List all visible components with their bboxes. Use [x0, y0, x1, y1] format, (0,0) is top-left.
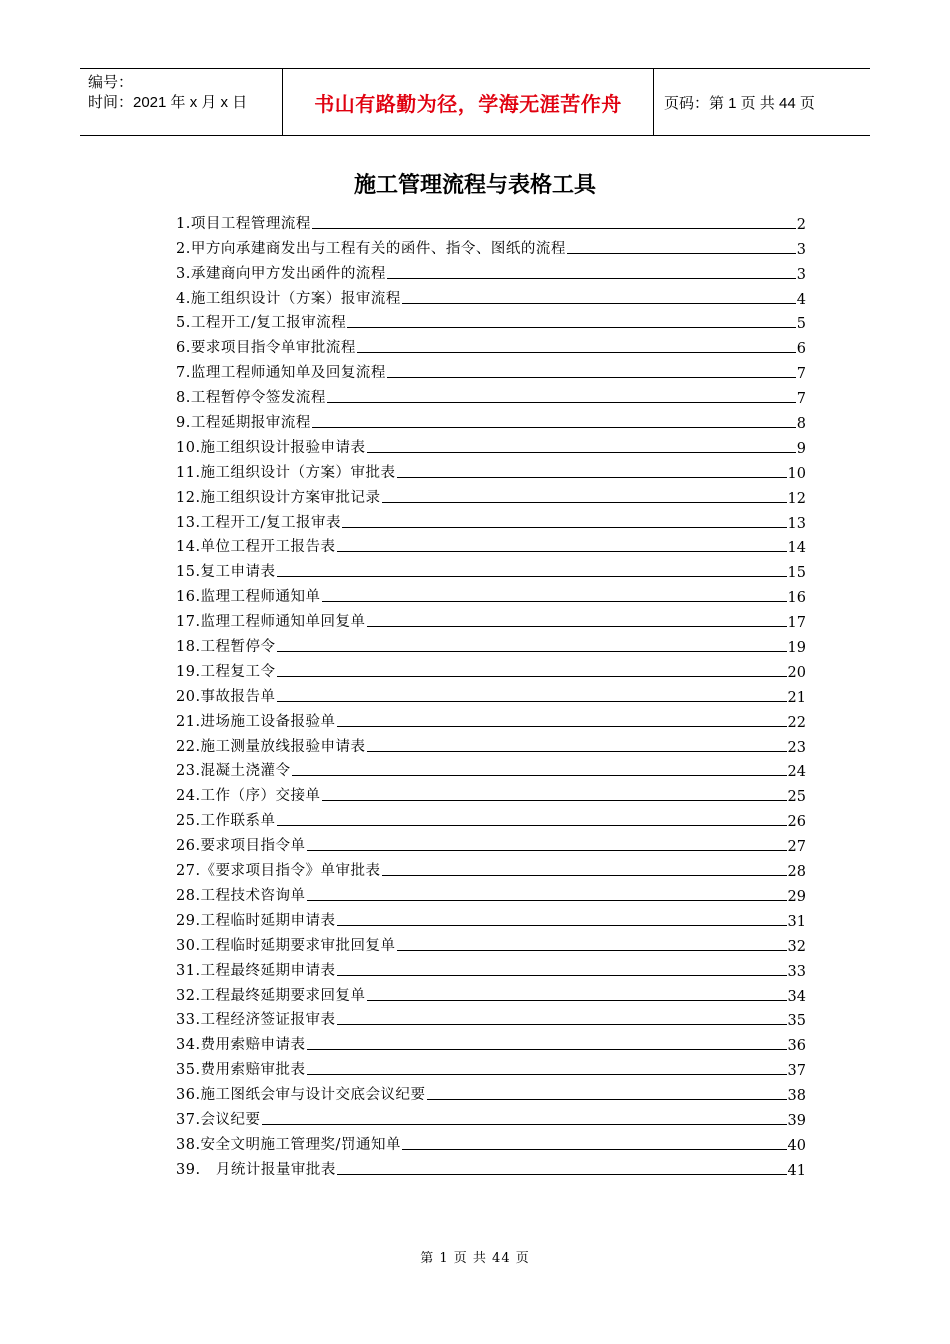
toc-leader-line — [357, 352, 796, 353]
toc-leader-line — [367, 1000, 787, 1001]
toc-entry-label: 16.监理工程师通知单 — [176, 589, 321, 606]
toc-leader-line — [382, 875, 787, 876]
toc-entry-page: 20 — [787, 664, 806, 681]
header-table — [80, 68, 870, 136]
toc-leader-line — [327, 402, 796, 403]
toc-entry-label: 27.《要求项目指令》单审批表 — [176, 863, 381, 880]
toc-entry[interactable] — [176, 606, 806, 631]
toc-entry-label: 30.工程临时延期要求审批回复单 — [176, 937, 396, 954]
toc-entry-label: 18.工程暂停令 — [176, 639, 276, 656]
toc-entry-page: 14 — [787, 540, 806, 557]
toc-entry-page: 7 — [796, 391, 806, 408]
toc-entry-page: 26 — [787, 814, 806, 831]
toc-entry[interactable] — [176, 457, 806, 482]
toc-entry[interactable] — [176, 656, 806, 681]
toc-leader-line — [307, 1049, 787, 1050]
toc-entry-page: 32 — [787, 938, 806, 955]
table-of-contents — [176, 208, 806, 1179]
toc-entry[interactable] — [176, 382, 806, 407]
toc-leader-line — [277, 651, 787, 652]
toc-entry-label: 29.工程临时延期申请表 — [176, 912, 336, 929]
toc-entry[interactable] — [176, 208, 806, 233]
toc-entry[interactable] — [176, 1129, 806, 1154]
toc-entry[interactable] — [176, 1054, 806, 1079]
toc-leader-line — [367, 751, 787, 752]
toc-entry-page: 39 — [787, 1112, 806, 1129]
toc-entry[interactable] — [176, 830, 806, 855]
toc-entry[interactable] — [176, 681, 806, 706]
toc-entry[interactable] — [176, 905, 806, 930]
toc-leader-line — [337, 726, 787, 727]
toc-entry-label: 8.工程暂停令签发流程 — [176, 390, 326, 407]
toc-entry[interactable] — [176, 432, 806, 457]
toc-entry-label: 35.费用索赔审批表 — [176, 1062, 306, 1079]
toc-entry-page: 23 — [787, 739, 806, 756]
toc-entry-page: 3 — [796, 266, 806, 283]
toc-entry-page: 37 — [787, 1063, 806, 1080]
toc-entry-page: 13 — [787, 515, 806, 532]
toc-entry[interactable] — [176, 532, 806, 557]
toc-entry-label: 19.工程复工令 — [176, 663, 276, 680]
toc-entry-label: 5.工程开工/复工报审流程 — [176, 315, 347, 332]
toc-entry-page: 17 — [787, 615, 806, 632]
toc-leader-line — [387, 278, 796, 279]
toc-entry-label: 3.承建商向甲方发出函件的流程 — [176, 265, 386, 282]
toc-entry[interactable] — [176, 556, 806, 581]
toc-entry[interactable] — [176, 258, 806, 283]
toc-entry-label: 6.要求项目指令单审批流程 — [176, 340, 356, 357]
toc-entry-page: 25 — [787, 789, 806, 806]
toc-entry-page: 29 — [787, 888, 806, 905]
toc-entry-page: 38 — [787, 1088, 806, 1105]
toc-leader-line — [567, 253, 796, 254]
toc-entry-label: 15.复工申请表 — [176, 564, 276, 581]
toc-entry-label: 38.安全文明施工管理奖/罚通知单 — [176, 1136, 401, 1153]
toc-entry-page: 4 — [796, 291, 806, 308]
toc-leader-line — [262, 1124, 787, 1125]
toc-entry-page: 34 — [787, 988, 806, 1005]
motto: 书山有路勤为径，学海无涯苦作舟 — [282, 69, 654, 135]
toc-entry[interactable] — [176, 233, 806, 258]
toc-entry[interactable] — [176, 631, 806, 656]
toc-entry[interactable] — [176, 855, 806, 880]
toc-entry-page: 40 — [787, 1137, 806, 1154]
toc-entry-page: 8 — [796, 416, 806, 433]
toc-leader-line — [337, 551, 787, 552]
toc-leader-line — [277, 676, 787, 677]
toc-entry[interactable] — [176, 980, 806, 1005]
toc-entry[interactable] — [176, 756, 806, 781]
toc-entry-label: 20.事故报告单 — [176, 688, 276, 705]
time-label: 时间：2021 年 x 月 x 日 — [88, 94, 248, 111]
toc-leader-line — [312, 427, 796, 428]
toc-entry-label: 1.项目工程管理流程 — [176, 215, 311, 232]
toc-entry-label: 11.施工组织设计（方案）审批表 — [176, 464, 396, 481]
toc-leader-line — [322, 601, 787, 602]
toc-entry-label: 33.工程经济签证报审表 — [176, 1012, 336, 1029]
toc-entry[interactable] — [176, 581, 806, 606]
toc-entry-label: 32.工程最终延期要求回复单 — [176, 987, 366, 1004]
toc-entry-label: 25.工作联系单 — [176, 813, 276, 830]
toc-entry-page: 36 — [787, 1038, 806, 1055]
toc-leader-line — [322, 800, 787, 801]
toc-leader-line — [307, 1074, 787, 1075]
toc-entry[interactable] — [176, 1005, 806, 1030]
toc-entry-page: 41 — [787, 1162, 806, 1179]
toc-entry[interactable] — [176, 930, 806, 955]
toc-leader-line — [382, 502, 787, 503]
toc-leader-line — [292, 775, 787, 776]
toc-entry-page: 16 — [787, 590, 806, 607]
toc-entry[interactable] — [176, 1154, 806, 1179]
toc-entry[interactable] — [176, 482, 806, 507]
toc-entry-page: 3 — [796, 241, 806, 258]
toc-entry-label: 22.施工测量放线报验申请表 — [176, 738, 366, 755]
toc-entry-label: 31.工程最终延期申请表 — [176, 962, 336, 979]
toc-entry[interactable] — [176, 507, 806, 532]
toc-entry[interactable] — [176, 805, 806, 830]
toc-leader-line — [342, 527, 787, 528]
toc-entry[interactable] — [176, 332, 806, 357]
toc-entry-label: 21.进场施工设备报验单 — [176, 713, 336, 730]
toc-leader-line — [277, 825, 787, 826]
toc-leader-line — [397, 950, 787, 951]
toc-entry-label: 7.监理工程师通知单及回复流程 — [176, 365, 386, 382]
toc-entry-label: 34.费用索赔申请表 — [176, 1037, 306, 1054]
toc-entry-label: 9.工程延期报审流程 — [176, 415, 311, 432]
toc-leader-line — [397, 477, 787, 478]
toc-entry[interactable] — [176, 1029, 806, 1054]
toc-entry[interactable] — [176, 283, 806, 308]
toc-leader-line — [337, 975, 787, 976]
toc-entry-label: 17.监理工程师通知单回复单 — [176, 614, 366, 631]
toc-entry-label: 24.工作（序）交接单 — [176, 788, 321, 805]
toc-entry-page: 9 — [796, 440, 806, 457]
toc-entry-page: 21 — [787, 689, 806, 706]
toc-entry[interactable] — [176, 1079, 806, 1104]
number-label: 编号： — [88, 74, 134, 91]
toc-entry-page: 28 — [787, 864, 806, 881]
toc-entry[interactable] — [176, 308, 806, 333]
toc-leader-line — [337, 1174, 787, 1175]
toc-entry-label: 14.单位工程开工报告表 — [176, 539, 336, 556]
page-info: 页码：第 1 页 共 44 页 — [664, 94, 815, 112]
toc-entry-page: 33 — [787, 963, 806, 980]
header-left-cell — [80, 69, 282, 135]
toc-entry[interactable] — [176, 1104, 806, 1129]
toc-entry-page: 31 — [787, 913, 806, 930]
toc-entry-label: 4.施工组织设计（方案）报审流程 — [176, 290, 401, 307]
toc-leader-line — [277, 701, 787, 702]
toc-leader-line — [402, 303, 796, 304]
toc-entry-label: 13.工程开工/复工报审表 — [176, 514, 341, 531]
toc-leader-line — [277, 576, 787, 577]
toc-entry-page: 19 — [787, 640, 806, 657]
toc-entry-label: 23.混凝土浇灌令 — [176, 763, 291, 780]
toc-entry-page: 15 — [787, 565, 806, 582]
toc-leader-line — [337, 925, 787, 926]
toc-entry-page: 2 — [796, 216, 806, 233]
page-footer: 第 1 页 共 44 页 — [420, 1251, 530, 1266]
toc-entry[interactable] — [176, 407, 806, 432]
toc-entry[interactable] — [176, 706, 806, 731]
toc-entry[interactable] — [176, 731, 806, 756]
toc-entry-page: 6 — [796, 341, 806, 358]
toc-entry-label: 10.施工组织设计报验申请表 — [176, 439, 366, 456]
toc-leader-line — [367, 626, 787, 627]
toc-leader-line — [312, 228, 796, 229]
toc-entry-label: 12.施工组织设计方案审批记录 — [176, 489, 381, 506]
toc-entry[interactable] — [176, 780, 806, 805]
toc-entry-page: 10 — [787, 465, 806, 482]
toc-leader-line — [337, 1024, 787, 1025]
toc-leader-line — [367, 452, 796, 453]
toc-leader-line — [387, 377, 796, 378]
toc-entry-page: 35 — [787, 1013, 806, 1030]
toc-entry-label: 2.甲方向承建商发出与工程有关的函件、指令、图纸的流程 — [176, 240, 566, 257]
toc-leader-line — [307, 900, 787, 901]
toc-entry-page: 24 — [787, 764, 806, 781]
toc-entry-label: 28.工程技术咨询单 — [176, 887, 306, 904]
toc-entry-label: 39. 月统计报量审批表 — [176, 1161, 336, 1178]
toc-entry-label: 36.施工图纸会审与设计交底会议纪要 — [176, 1087, 426, 1104]
toc-entry-page: 7 — [796, 366, 806, 383]
toc-entry-page: 5 — [796, 316, 806, 333]
toc-leader-line — [427, 1099, 787, 1100]
toc-leader-line — [402, 1149, 787, 1150]
toc-entry-label: 37.会议纪要 — [176, 1111, 261, 1128]
toc-entry-page: 12 — [787, 490, 806, 507]
toc-entry[interactable] — [176, 955, 806, 980]
toc-leader-line — [307, 850, 787, 851]
document-title: 施工管理流程与表格工具 — [353, 172, 596, 198]
toc-entry[interactable] — [176, 357, 806, 382]
toc-entry[interactable] — [176, 880, 806, 905]
toc-entry-page: 22 — [787, 714, 806, 731]
toc-entry-label: 26.要求项目指令单 — [176, 838, 306, 855]
toc-entry-page: 27 — [787, 839, 806, 856]
toc-leader-line — [347, 327, 796, 328]
